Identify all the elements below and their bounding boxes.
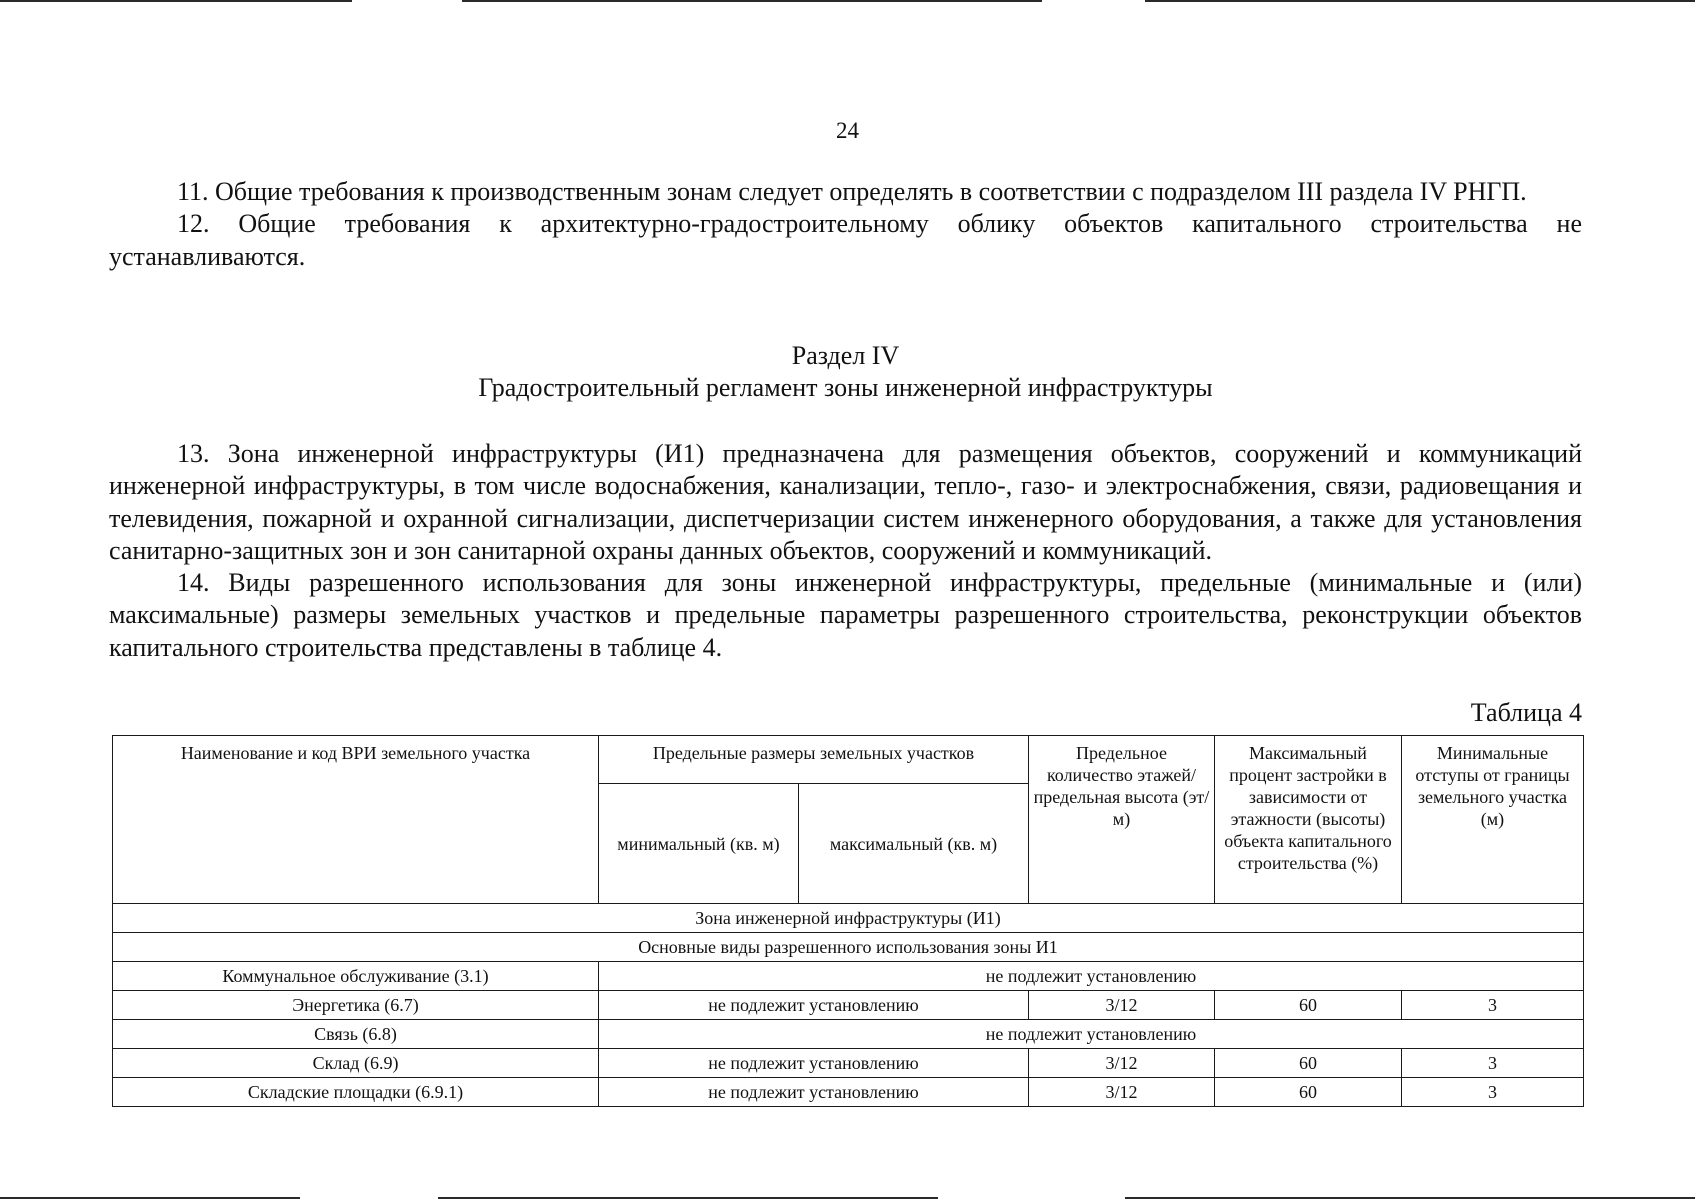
section-heading bbox=[109, 340, 1582, 404]
bottom-edge-rule-left bbox=[0, 1197, 300, 1199]
zone-title-cell: Зона инженерной инфраструктуры (И1) bbox=[113, 904, 1584, 933]
bottom-edge-rule-center bbox=[438, 1197, 938, 1199]
row-floors-cell: 3/12 bbox=[1029, 991, 1215, 1020]
bottom-edge-rule-right bbox=[1125, 1197, 1695, 1199]
row-coverage-cell: 60 bbox=[1215, 1078, 1402, 1107]
table-row bbox=[113, 991, 1584, 1020]
paragraph-13: 13. Зона инженерной инфраструктуры (И1) предназначена для размещения объектов, сооружений и коммуникаций инженерной инфраструктуры, в том числе водоснабжения, канализации, тепло-, газо- и электроснабжения, связи, радиовещания и телевидения, пожарной и охранной сигнализации, диспетчеризации систем инженерного оборудования, а также для установления санитарно-защитных зон и зон санитарной охраны данных объектов, сооружений и коммуникаций. bbox=[109, 439, 1582, 565]
table-row bbox=[113, 1049, 1584, 1078]
row-setback-cell: 3 bbox=[1402, 1078, 1584, 1107]
table-row bbox=[113, 1020, 1584, 1049]
section-label: Раздел IV bbox=[791, 341, 900, 370]
table-caption: Таблица 4 bbox=[1470, 698, 1582, 727]
row-name-cell: Склад (6.9) bbox=[113, 1049, 599, 1078]
header-coverage: Максимальный процент застройки в зависимости от этажности (высоты) объекта капитального строительства (%) bbox=[1215, 736, 1402, 904]
row-sizes-cell: не подлежит установлению bbox=[599, 1078, 1029, 1107]
header-min: минимальный (кв. м) bbox=[599, 784, 799, 904]
top-edge-rule-right bbox=[1145, 0, 1695, 2]
paragraph-14: 14. Виды разрешенного использования для зоны инженерной инфраструктуры, предельные (минимальные и (или) максимальные) размеры земельных участков и предельные параметры разрешенного строительства, реконструкции объектов капитального строительства представлены в таблице 4. bbox=[109, 568, 1582, 662]
zone-row bbox=[113, 904, 1584, 933]
table-row bbox=[113, 1078, 1584, 1107]
subsection-row bbox=[113, 933, 1584, 962]
page-number: 24 bbox=[836, 118, 859, 143]
row-name-cell: Связь (6.8) bbox=[113, 1020, 599, 1049]
paragraph-12: 12. Общие требования к архитектурно-градостроительному облику объектов капитального строительства не устанавливаются. bbox=[109, 209, 1582, 271]
table-header-row bbox=[113, 736, 1584, 784]
row-setback-cell: 3 bbox=[1402, 991, 1584, 1020]
row-floors-cell: 3/12 bbox=[1029, 1049, 1215, 1078]
regulation-table bbox=[112, 735, 1584, 1107]
row-coverage-cell: 60 bbox=[1215, 991, 1402, 1020]
row-sizes-cell: не подлежит установлению bbox=[599, 1049, 1029, 1078]
header-setback: Минимальные отступы от границы земельного участка (м) bbox=[1402, 736, 1584, 904]
top-edge-rule-center bbox=[462, 0, 1042, 2]
row-floors-cell: 3/12 bbox=[1029, 1078, 1215, 1107]
row-setback-cell: 3 bbox=[1402, 1049, 1584, 1078]
row-name-cell: Энергетика (6.7) bbox=[113, 991, 599, 1020]
row-name-cell: Коммунальное обслуживание (3.1) bbox=[113, 962, 599, 991]
row-sizes-cell: не подлежит установлению bbox=[599, 991, 1029, 1020]
row-merged-cell: не подлежит установлению bbox=[599, 1020, 1584, 1049]
section-title: Градостроительный регламент зоны инженерной инфраструктуры bbox=[478, 373, 1213, 402]
row-merged-cell: не подлежит установлению bbox=[599, 962, 1584, 991]
table-row bbox=[113, 962, 1584, 991]
header-plot-sizes: Предельные размеры земельных участков bbox=[599, 736, 1029, 784]
row-name-cell: Складские площадки (6.9.1) bbox=[113, 1078, 599, 1107]
intro-paragraphs bbox=[109, 176, 1582, 273]
header-floors: Предельное количество этажей/ предельная высота (эт/м) bbox=[1029, 736, 1215, 904]
header-max: максимальный (кв. м) bbox=[799, 784, 1029, 904]
row-coverage-cell: 60 bbox=[1215, 1049, 1402, 1078]
subsection-title-cell: Основные виды разрешенного использования зоны И1 bbox=[113, 933, 1584, 962]
paragraph-11: 11. Общие требования к производственным зонам следует определять в соответствии с подразделом III раздела IV РНГП. bbox=[177, 177, 1527, 206]
top-edge-rule-left bbox=[0, 0, 352, 2]
main-paragraphs bbox=[109, 438, 1582, 664]
header-name: Наименование и код ВРИ земельного участка bbox=[113, 736, 599, 904]
